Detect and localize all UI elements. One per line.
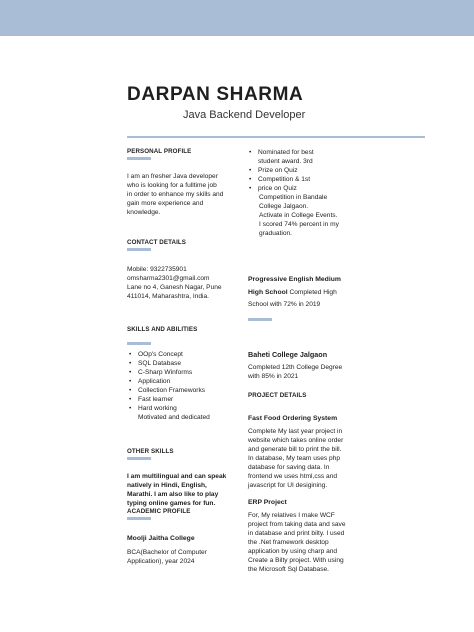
achievement-item: student award. 3rd: [258, 158, 313, 165]
project1-description: Complete My last year project in website which takes online order and generate bill to print the bill. In database, My team uses php database for saving data. In frontend we uses html,css and javascript for UI desigining.: [248, 428, 344, 489]
school-accent: [248, 318, 272, 321]
achievements-list: [247, 148, 362, 193]
skill-item: • Application: [127, 377, 247, 386]
skills-list: [127, 350, 247, 422]
academic-degree: BCA(Bachelor of Computer Application), year 2024: [127, 549, 207, 565]
contact-email[interactable]: omsharma2301@gmail.com: [127, 275, 210, 282]
personal-profile-heading: PERSONAL PROFILE: [127, 148, 192, 155]
school-details: High School Completed High School with 72% in 2019: [248, 289, 337, 308]
academic-heading: ACADEMIC PROFILE: [127, 508, 191, 515]
candidate-name: DARPAN SHARMA: [127, 84, 304, 105]
header-divider: [127, 136, 425, 138]
skill-item: • C-Sharp Winforms: [127, 368, 247, 377]
project2-title: ERP Project: [248, 499, 287, 506]
personal-profile-text: I am an fresher Java developer who is looking for a fulltime job in order to enhance my skills and gain more experience and knowledge.: [127, 173, 224, 216]
skill-item: • Hard working: [127, 404, 247, 413]
achievement-item: • Competition & 1st: [247, 175, 362, 184]
achievement-item: • Prize on Quiz: [247, 166, 362, 175]
contact-details: [127, 265, 247, 301]
skills-heading: SKILLS AND ABILITIES: [127, 326, 198, 333]
skill-item: • SQL Database: [127, 359, 247, 368]
contact-address-line2: 411014, Maharashtra, India.: [127, 293, 209, 300]
academic-college-name: Moolji Jaitha College: [127, 535, 195, 542]
skill-item: Motivated and dedicated: [138, 414, 210, 421]
project1-title: Fast Food Ordering System: [248, 415, 338, 422]
contact-mobile: Mobile: 9322735901: [127, 266, 187, 273]
projects-heading: PROJECT DETAILS: [248, 392, 307, 399]
skill-item: • Collection Frameworks: [127, 386, 247, 395]
other-skills-text: I am multilingual and can speak natively in Hindi, English, Marathi. I am also like to play typing online games for fun.: [127, 473, 227, 507]
college-details: Completed 12th College Degree with 85% in 2021: [248, 364, 343, 380]
skill-item: • Fast learner: [127, 395, 247, 404]
other-skills-heading: OTHER SKILLS: [127, 448, 174, 455]
achievement-item: • price on Quiz: [247, 184, 362, 193]
contact-heading: CONTACT DETAILS: [127, 239, 187, 246]
skill-item: • OOp's Concept: [127, 350, 247, 359]
contact-accent: [127, 248, 151, 251]
academic-accent: [127, 517, 151, 520]
header-band: [0, 0, 474, 36]
project2-description: For, My relatives I make WCF project from taking data and save in database and print bilty. I used the .Net framework desktop application by using charp and Create a Bilty project. With using the Microsoft Sql Database.: [248, 512, 346, 573]
skills-accent: [127, 342, 151, 345]
candidate-title: Java Backend Developer: [183, 109, 306, 121]
contact-address-line1: Lane no 4, Ganesh Nagar, Pune: [127, 284, 222, 291]
other-skills-accent: [127, 457, 151, 460]
achievement-item: • Nominated for best: [247, 148, 362, 157]
school-name-line1: Progressive English Medium: [248, 276, 341, 283]
college-name: Baheti College Jalgaon: [248, 350, 328, 359]
achievements-text: Competition in Bandale College Jalgaon. Activate in College Events. I scored 74% percent in my graduation.: [259, 194, 339, 237]
personal-profile-accent: [127, 157, 151, 160]
